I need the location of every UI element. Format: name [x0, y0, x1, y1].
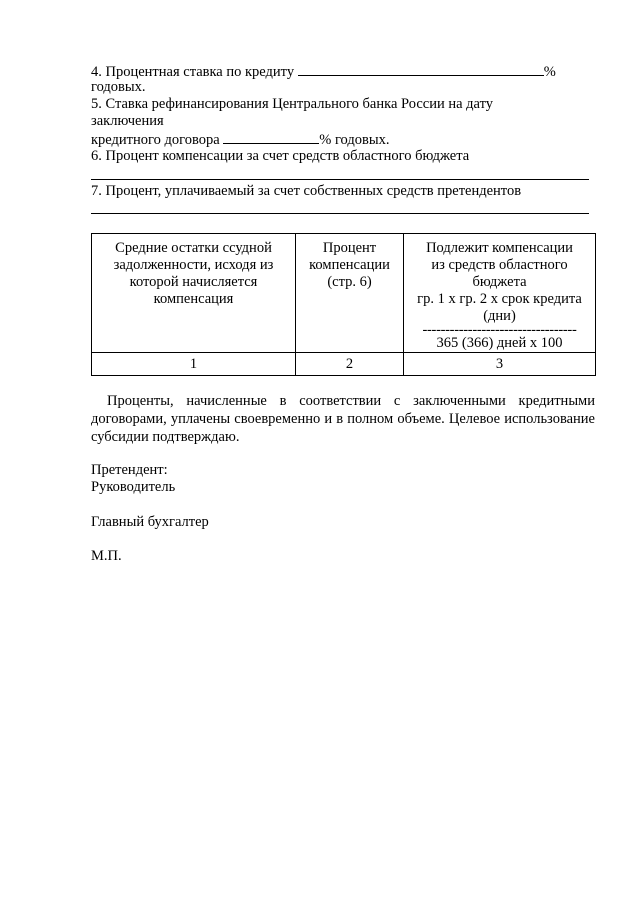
item-5-suffix: % годовых. — [319, 132, 390, 148]
col1-header-text: Средние остатки ссудной задолженности, исходя из которой начисляется компенсация — [113, 240, 274, 307]
compensation-table — [91, 233, 596, 376]
col1-number: 1 — [92, 353, 296, 376]
col3-header-line-3: гр. 1 х гр. 2 х срок кредита (дни) — [417, 291, 582, 324]
applicant-label: Претендент: — [91, 462, 168, 478]
item-4-blank — [298, 62, 544, 76]
seal-label: М.П. — [91, 548, 122, 564]
item-6-label: 6. Процент компенсации за счет средств областного бюджета — [91, 148, 470, 164]
item-5-blank — [223, 130, 319, 144]
item-4-line — [91, 62, 556, 81]
col2-header — [296, 234, 404, 353]
col3-number: 3 — [404, 353, 596, 376]
col3-fraction-dashes: ---------------------------------- — [422, 322, 577, 338]
col3-header-line-1: Подлежит компенсации — [426, 240, 573, 256]
col3-header-line-2: из средств областного бюджета — [431, 257, 568, 290]
table-number-row — [92, 353, 596, 376]
item-5-label: 5. Ставка рефинансирования Центрального банка России на дату — [91, 96, 493, 112]
item-4-continuation: годовых. — [91, 79, 146, 95]
item-7-blank-line — [91, 213, 589, 214]
item-7-label: 7. Процент, уплачиваемый за счет собственных средств претендентов — [91, 183, 522, 199]
item-5-contract-label: кредитного договора — [91, 132, 220, 148]
item-6-blank-line — [91, 179, 589, 180]
chief-accountant-label: Главный бухгалтер — [91, 514, 209, 530]
col2-number: 2 — [296, 353, 404, 376]
item-5-continuation: заключения — [91, 113, 164, 129]
col3-header — [404, 234, 596, 353]
item-5-line-2 — [91, 130, 389, 149]
confirmation-paragraph — [91, 392, 595, 446]
col3-header-line-4: 365 (366) дней х 100 — [436, 335, 563, 351]
confirmation-text: Проценты, начисленные в соответствии с заключенными кредитными договорами, уплачены своевременно и в полном объеме. Целевое использование субсидии подтверждаю. — [91, 393, 595, 445]
head-label: Руководитель — [91, 479, 176, 495]
item-4-label: 4. Процентная ставка по кредиту — [91, 64, 295, 80]
col1-header — [92, 234, 296, 353]
item-4-suffix: % — [543, 64, 556, 80]
col2-header-text: Процент компенсации (стр. 6) — [309, 240, 390, 290]
table-header-row — [92, 234, 596, 353]
